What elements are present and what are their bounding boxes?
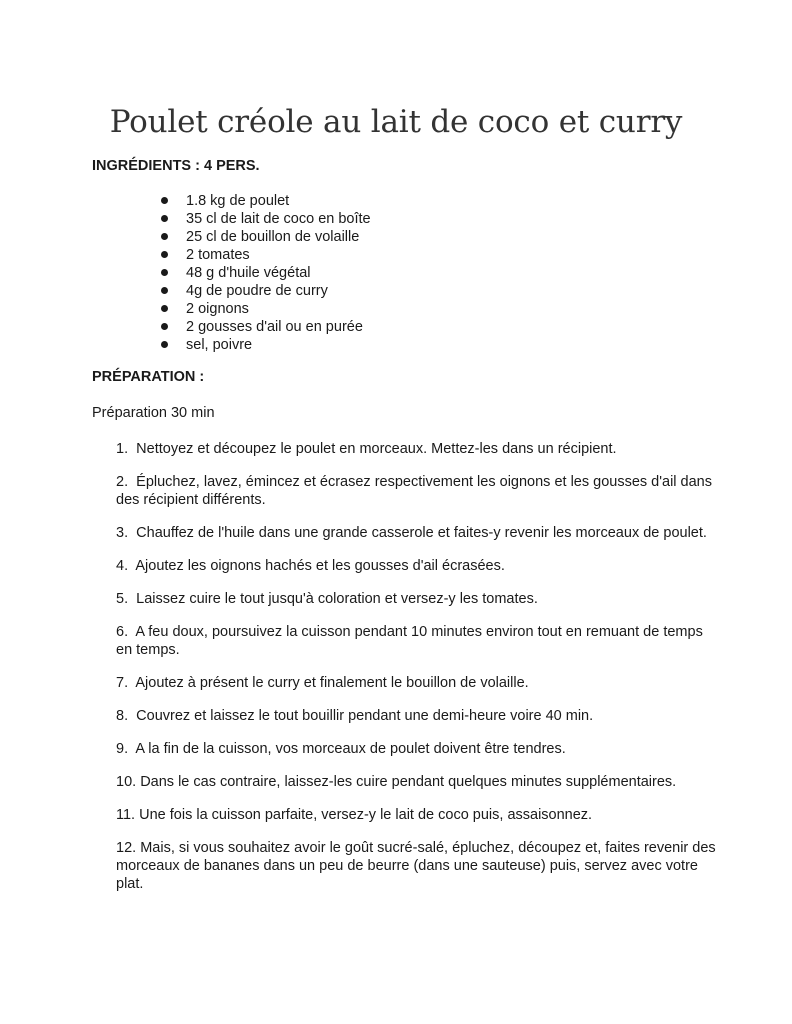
step-item — [116, 773, 716, 791]
bullet-icon — [161, 251, 168, 258]
step-number: 2. — [116, 474, 129, 490]
step-item — [116, 740, 716, 758]
step-item — [116, 590, 716, 608]
list-item: 35 cl de lait de coco en boîte — [161, 210, 371, 228]
step-text: Chauffez de l'huile dans une grande casserole et faites-y revenir les morceaux de poulet. — [136, 525, 707, 541]
preparation-time: Préparation 30 min — [92, 405, 215, 421]
step-item — [116, 674, 716, 692]
step-text: Couvrez et laissez le tout bouillir pendant une demi-heure voire 40 min. — [136, 708, 594, 724]
bullet-icon — [161, 287, 168, 294]
step-item — [116, 623, 716, 659]
step-item — [116, 839, 716, 893]
bullet-icon — [161, 269, 168, 276]
list-item: 2 oignons — [161, 300, 371, 318]
step-text: Dans le cas contraire, laissez-les cuire pendant quelques minutes supplémentaires. — [140, 774, 677, 790]
step-number: 11. — [116, 807, 136, 823]
list-item: 2 gousses d'ail ou en purée — [161, 318, 371, 336]
steps-list — [116, 440, 716, 908]
list-item: 1.8 kg de poulet — [161, 192, 371, 210]
bullet-icon — [161, 305, 168, 312]
step-text: Une fois la cuisson parfaite, versez-y le lait de coco puis, assaisonnez. — [139, 807, 593, 823]
step-number: 1. — [116, 441, 129, 457]
step-number: 8. — [116, 708, 129, 724]
ingredients-heading: INGRÉDIENTS : 4 PERS. — [92, 158, 260, 174]
step-item — [116, 707, 716, 725]
step-item — [116, 524, 716, 542]
list-item: sel, poivre — [161, 336, 371, 354]
step-number: 7. — [116, 675, 129, 691]
step-number: 12. — [116, 840, 137, 856]
list-item: 2 tomates — [161, 246, 371, 264]
page-title: Poulet créole au lait de coco et curry — [109, 104, 683, 140]
step-text: Ajoutez à présent le curry et finalement le bouillon de volaille. — [135, 675, 529, 691]
step-text: Laissez cuire le tout jusqu'à coloration et versez-y les tomates. — [136, 591, 538, 607]
bullet-icon — [161, 197, 168, 204]
bullet-icon — [161, 215, 168, 222]
step-item — [116, 806, 716, 824]
step-text: Mais, si vous souhaitez avoir le goût sucré-salé, épluchez, découpez et, faites revenir des morceaux de bananes dans un peu de beurre (dans une sauteuse) puis, servez avec votre plat. — [116, 840, 716, 892]
step-number: 10. — [116, 774, 137, 790]
step-item — [116, 557, 716, 575]
step-item — [116, 473, 716, 509]
step-number: 3. — [116, 525, 129, 541]
ingredients-list — [161, 192, 371, 354]
step-text: A la fin de la cuisson, vos morceaux de poulet doivent être tendres. — [135, 741, 566, 757]
step-text: Ajoutez les oignons hachés et les gousses d'ail écrasées. — [135, 558, 505, 574]
step-number: 5. — [116, 591, 129, 607]
list-item: 25 cl de bouillon de volaille — [161, 228, 371, 246]
step-number: 9. — [116, 741, 129, 757]
step-text: Nettoyez et découpez le poulet en morceaux. Mettez-les dans un récipient. — [136, 441, 617, 457]
preparation-heading: PRÉPARATION : — [92, 369, 205, 385]
list-item: 48 g d'huile végétal — [161, 264, 371, 282]
bullet-icon — [161, 341, 168, 348]
bullet-icon — [161, 233, 168, 240]
step-number: 4. — [116, 558, 129, 574]
step-number: 6. — [116, 624, 129, 640]
step-text: A feu doux, poursuivez la cuisson pendant 10 minutes environ tout en remuant de temps en temps. — [116, 624, 703, 658]
step-text: Épluchez, lavez, émincez et écrasez respectivement les oignons et les gousses d'ail dans des récipient différents. — [116, 474, 712, 508]
list-item: 4g de poudre de curry — [161, 282, 371, 300]
step-item — [116, 440, 716, 458]
bullet-icon — [161, 323, 168, 330]
